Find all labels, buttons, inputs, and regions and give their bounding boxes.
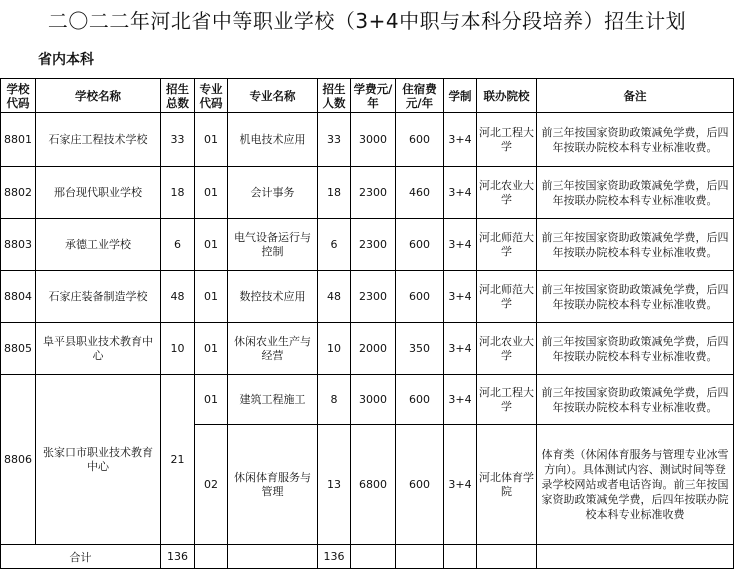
cell-major-code: 01 (195, 167, 228, 219)
header-tuition: 学费元/年 (351, 79, 396, 113)
cell-school-name: 阜平县职业技术教育中心 (36, 323, 161, 375)
cell-note: 前三年按国家资助政策减免学费，后四年按联办院校本科专业标准收费。 (537, 113, 734, 167)
cell-count: 8 (318, 375, 351, 425)
header-notes: 备注 (537, 79, 734, 113)
cell-total: 21 (161, 375, 195, 545)
total-enroll-sum: 136 (161, 545, 195, 569)
total-count-sum: 136 (318, 545, 351, 569)
cell-total: 6 (161, 219, 195, 271)
header-school-name: 学校名称 (36, 79, 161, 113)
cell-school-name: 石家庄工程技术学校 (36, 113, 161, 167)
cell-school-name: 承德工业学校 (36, 219, 161, 271)
cell-tuition: 2300 (351, 219, 396, 271)
cell-count: 48 (318, 271, 351, 323)
cell-school-code: 8802 (1, 167, 36, 219)
header-partner: 联办院校 (477, 79, 537, 113)
total-empty-cell (396, 545, 444, 569)
total-empty-cell (444, 545, 477, 569)
cell-total: 33 (161, 113, 195, 167)
cell-partner: 河北农业大学 (477, 167, 537, 219)
cell-lodging: 460 (396, 167, 444, 219)
cell-note: 体育类（休闲体育服务与管理专业冰雪方向）。具体测试内容、测试时间等登录学校网站或者电话咨询。前三年按国家资助政策减免学费，后四年按联办院校本科专业标准收费 (537, 425, 734, 545)
cell-system: 3+4 (444, 113, 477, 167)
cell-count: 33 (318, 113, 351, 167)
table-row (1, 113, 734, 167)
cell-partner: 河北师范大学 (477, 219, 537, 271)
section-row (0, 42, 734, 78)
cell-system: 3+4 (444, 425, 477, 545)
cell-tuition: 2300 (351, 271, 396, 323)
cell-school-name: 邢台现代职业学校 (36, 167, 161, 219)
cell-lodging: 600 (396, 271, 444, 323)
cell-note: 前三年按国家资助政策减免学费，后四年按联办院校本科专业标准收费。 (537, 271, 734, 323)
total-empty-cell (477, 545, 537, 569)
cell-tuition: 6800 (351, 425, 396, 545)
header-major-name: 专业名称 (228, 79, 318, 113)
cell-major-code: 01 (195, 375, 228, 425)
table-row (1, 167, 734, 219)
cell-school-code: 8803 (1, 219, 36, 271)
cell-major-code: 01 (195, 219, 228, 271)
cell-count: 10 (318, 323, 351, 375)
cell-major-code: 02 (195, 425, 228, 545)
cell-major-name: 建筑工程施工 (228, 375, 318, 425)
cell-lodging: 600 (396, 375, 444, 425)
cell-school-name: 张家口市职业技术教育中心 (36, 375, 161, 545)
header-major-code: 专业代码 (195, 79, 228, 113)
cell-major-code: 01 (195, 271, 228, 323)
cell-tuition: 3000 (351, 375, 396, 425)
cell-partner: 河北工程大学 (477, 113, 537, 167)
header-system: 学制 (444, 79, 477, 113)
header-total-enroll: 招生总数 (161, 79, 195, 113)
cell-partner: 河北体育学院 (477, 425, 537, 545)
cell-major-name: 机电技术应用 (228, 113, 318, 167)
cell-partner: 河北农业大学 (477, 323, 537, 375)
table-row (1, 375, 734, 425)
cell-note: 前三年按国家资助政策减免学费，后四年按联办院校本科专业标准收费。 (537, 375, 734, 425)
cell-major-name: 会计事务 (228, 167, 318, 219)
cell-lodging: 350 (396, 323, 444, 375)
document-title: 二〇二二年河北省中等职业学校（3+4中职与本科分段培养）招生计划 (47, 9, 687, 33)
cell-major-code: 01 (195, 113, 228, 167)
cell-school-code: 8801 (1, 113, 36, 167)
cell-tuition: 2000 (351, 323, 396, 375)
cell-major-code: 01 (195, 323, 228, 375)
cell-total: 18 (161, 167, 195, 219)
total-empty-cell (351, 545, 396, 569)
cell-major-name: 休闲农业生产与经营 (228, 323, 318, 375)
cell-system: 3+4 (444, 167, 477, 219)
cell-note: 前三年按国家资助政策减免学费，后四年按联办院校本科专业标准收费。 (537, 323, 734, 375)
cell-major-name: 电气设备运行与控制 (228, 219, 318, 271)
cell-tuition: 2300 (351, 167, 396, 219)
cell-system: 3+4 (444, 219, 477, 271)
cell-count: 18 (318, 167, 351, 219)
section-label: 省内本科 (38, 52, 94, 68)
cell-system: 3+4 (444, 375, 477, 425)
total-empty-cell (195, 545, 228, 569)
cell-school-name: 石家庄装备制造学校 (36, 271, 161, 323)
cell-system: 3+4 (444, 323, 477, 375)
cell-note: 前三年按国家资助政策减免学费，后四年按联办院校本科专业标准收费。 (537, 219, 734, 271)
total-label: 合计 (1, 545, 161, 569)
table-row (1, 219, 734, 271)
cell-count: 13 (318, 425, 351, 545)
cell-lodging: 600 (396, 425, 444, 545)
header-lodging: 住宿费元/年 (396, 79, 444, 113)
cell-total: 48 (161, 271, 195, 323)
table-row (1, 323, 734, 375)
cell-tuition: 3000 (351, 113, 396, 167)
table-row (1, 271, 734, 323)
cell-total: 10 (161, 323, 195, 375)
total-empty-cell (537, 545, 734, 569)
header-school-code: 学校代码 (1, 79, 36, 113)
cell-count: 6 (318, 219, 351, 271)
cell-school-code: 8805 (1, 323, 36, 375)
total-empty-cell (228, 545, 318, 569)
enrollment-table (0, 78, 734, 569)
cell-major-name: 数控技术应用 (228, 271, 318, 323)
header-enroll-count: 招生人数 (318, 79, 351, 113)
header-row (1, 79, 734, 113)
cell-note: 前三年按国家资助政策减免学费，后四年按联办院校本科专业标准收费。 (537, 167, 734, 219)
total-row (1, 545, 734, 569)
cell-partner: 河北师范大学 (477, 271, 537, 323)
cell-school-code: 8806 (1, 375, 36, 545)
cell-system: 3+4 (444, 271, 477, 323)
cell-lodging: 600 (396, 219, 444, 271)
cell-lodging: 600 (396, 113, 444, 167)
cell-major-name: 休闲体育服务与管理 (228, 425, 318, 545)
cell-school-code: 8804 (1, 271, 36, 323)
cell-partner: 河北工程大学 (477, 375, 537, 425)
